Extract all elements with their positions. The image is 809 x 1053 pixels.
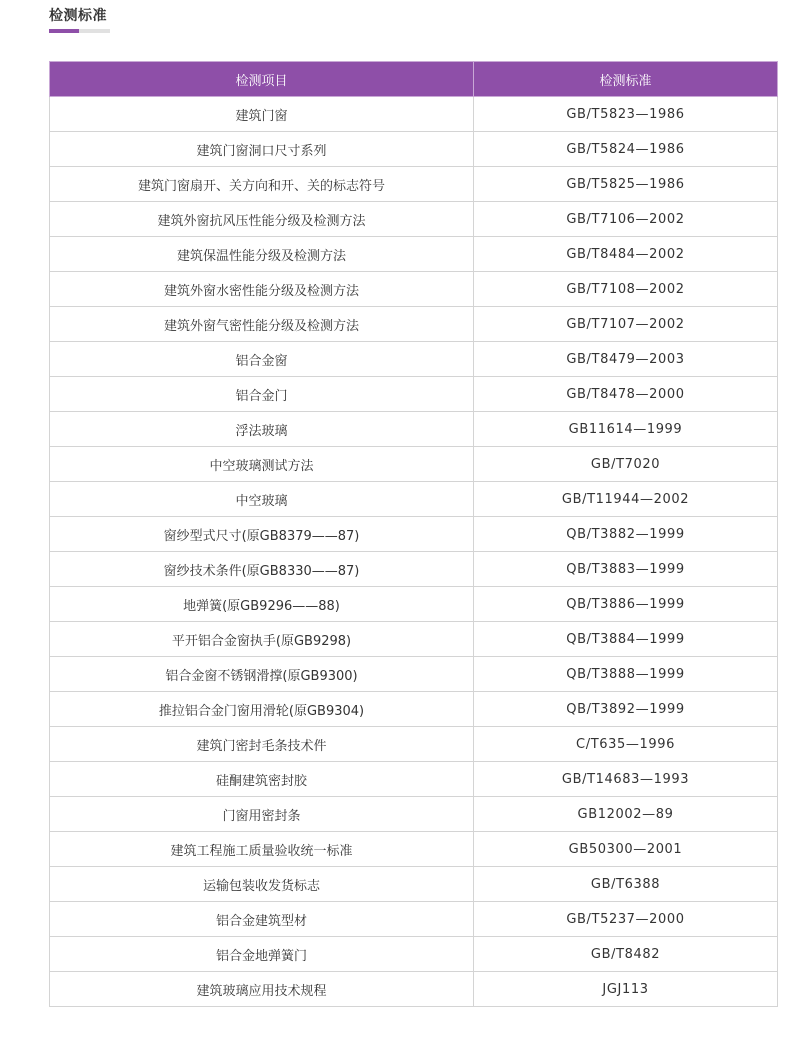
cell-item: 建筑工程施工质量验收统一标准 <box>50 832 474 867</box>
cell-standard: QB/T3882—1999 <box>474 517 778 552</box>
cell-item: 建筑保温性能分级及检测方法 <box>50 237 474 272</box>
title-underline <box>49 29 110 33</box>
table-row <box>50 377 778 412</box>
cell-standard: C/T635—1996 <box>474 727 778 762</box>
section-header <box>49 6 110 33</box>
table-row <box>50 902 778 937</box>
cell-standard: GB/T5825—1986 <box>474 167 778 202</box>
cell-standard: GB/T8478—2000 <box>474 377 778 412</box>
table-row <box>50 587 778 622</box>
cell-standard: GB/T5823—1986 <box>474 97 778 132</box>
cell-standard: QB/T3888—1999 <box>474 657 778 692</box>
cell-item: 运输包装收发货标志 <box>50 867 474 902</box>
table-row <box>50 692 778 727</box>
cell-standard: QB/T3884—1999 <box>474 622 778 657</box>
cell-standard: GB/T5824—1986 <box>474 132 778 167</box>
table-row <box>50 727 778 762</box>
cell-item: 建筑外窗抗风压性能分级及检测方法 <box>50 202 474 237</box>
cell-standard: QB/T3883—1999 <box>474 552 778 587</box>
cell-standard: GB/T5237—2000 <box>474 902 778 937</box>
cell-item: 硅酮建筑密封胶 <box>50 762 474 797</box>
cell-item: 建筑玻璃应用技术规程 <box>50 972 474 1007</box>
table-row <box>50 97 778 132</box>
cell-standard: GB/T7108—2002 <box>474 272 778 307</box>
cell-item: 铝合金门 <box>50 377 474 412</box>
cell-item: 浮法玻璃 <box>50 412 474 447</box>
cell-standard: GB/T7106—2002 <box>474 202 778 237</box>
table-row <box>50 972 778 1007</box>
table-row <box>50 482 778 517</box>
cell-item: 建筑门窗洞口尺寸系列 <box>50 132 474 167</box>
cell-item: 门窗用密封条 <box>50 797 474 832</box>
cell-standard: GB/T7020 <box>474 447 778 482</box>
table-row <box>50 622 778 657</box>
table-body <box>50 97 778 1007</box>
table-row <box>50 307 778 342</box>
cell-standard: QB/T3886—1999 <box>474 587 778 622</box>
cell-item: 建筑门窗扇开、关方向和开、关的标志符号 <box>50 167 474 202</box>
cell-item: 建筑外窗水密性能分级及检测方法 <box>50 272 474 307</box>
cell-standard: GB/T8484—2002 <box>474 237 778 272</box>
cell-item: 建筑门密封毛条技术件 <box>50 727 474 762</box>
cell-item: 铝合金建筑型材 <box>50 902 474 937</box>
table-row <box>50 202 778 237</box>
cell-item: 建筑外窗气密性能分级及检测方法 <box>50 307 474 342</box>
cell-standard: GB11614—1999 <box>474 412 778 447</box>
cell-item: 铝合金窗不锈钢滑撑(原GB9300) <box>50 657 474 692</box>
table-row <box>50 517 778 552</box>
title-underline-accent <box>49 29 79 33</box>
cell-standard: GB/T14683—1993 <box>474 762 778 797</box>
cell-item: 铝合金地弹簧门 <box>50 937 474 972</box>
table-row <box>50 237 778 272</box>
table-row <box>50 412 778 447</box>
cell-item: 铝合金窗 <box>50 342 474 377</box>
table-row <box>50 132 778 167</box>
cell-item: 推拉铝合金门窗用滑轮(原GB9304) <box>50 692 474 727</box>
table-row <box>50 832 778 867</box>
table-row <box>50 167 778 202</box>
table-row <box>50 657 778 692</box>
cell-standard: GB/T7107—2002 <box>474 307 778 342</box>
table-row <box>50 867 778 902</box>
table-row <box>50 797 778 832</box>
cell-item: 地弹簧(原GB9296——88) <box>50 587 474 622</box>
standards-table <box>49 61 778 1007</box>
header-item: 检测项目 <box>50 62 474 97</box>
cell-item: 中空玻璃 <box>50 482 474 517</box>
cell-standard: GB/T11944—2002 <box>474 482 778 517</box>
cell-standard: GB50300—2001 <box>474 832 778 867</box>
cell-standard: JGJ113 <box>474 972 778 1007</box>
header-standard: 检测标准 <box>474 62 778 97</box>
table-row <box>50 552 778 587</box>
cell-item: 窗纱型式尺寸(原GB8379——87) <box>50 517 474 552</box>
table-row <box>50 937 778 972</box>
cell-item: 平开铝合金窗执手(原GB9298) <box>50 622 474 657</box>
cell-standard: GB/T8479—2003 <box>474 342 778 377</box>
section-title: 检测标准 <box>49 8 107 24</box>
cell-standard: GB/T6388 <box>474 867 778 902</box>
cell-standard: QB/T3892—1999 <box>474 692 778 727</box>
table-header-row <box>50 62 778 97</box>
table-row <box>50 272 778 307</box>
table-row <box>50 762 778 797</box>
cell-item: 中空玻璃测试方法 <box>50 447 474 482</box>
cell-standard: GB12002—89 <box>474 797 778 832</box>
table-row <box>50 342 778 377</box>
table-row <box>50 447 778 482</box>
cell-standard: GB/T8482 <box>474 937 778 972</box>
cell-item: 窗纱技术条件(原GB8330——87) <box>50 552 474 587</box>
cell-item: 建筑门窗 <box>50 97 474 132</box>
